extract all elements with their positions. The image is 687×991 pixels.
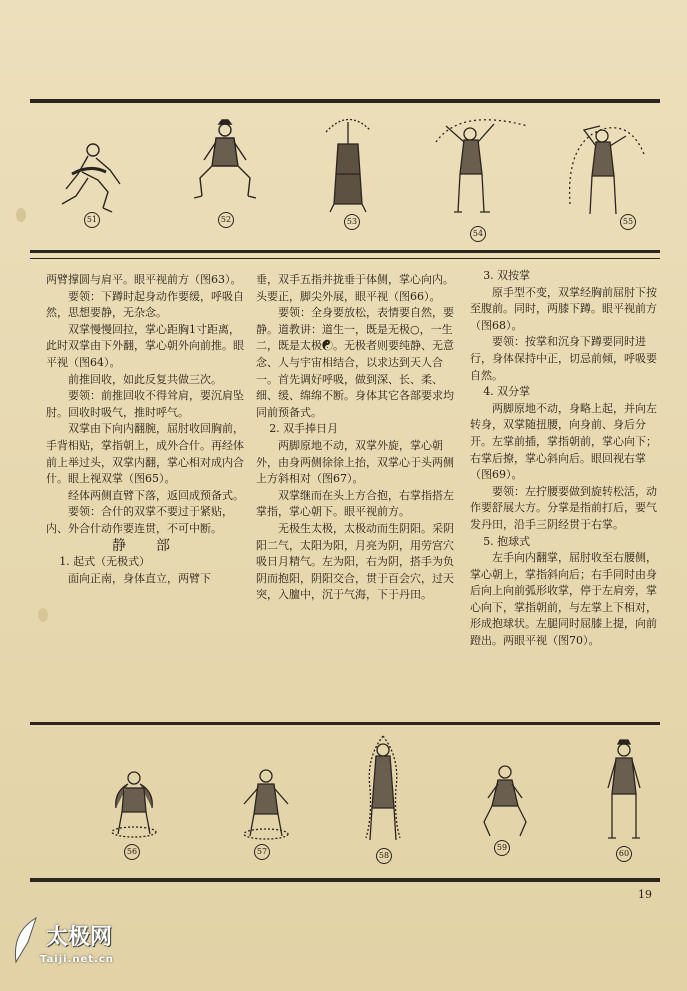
paragraph: 要领：按掌和沉身下蹲要同时进行，身体保持中正，切忌前倾，呼吸要自然。	[470, 335, 657, 382]
page-number: 19	[638, 888, 652, 901]
figure-number: 59	[494, 840, 510, 856]
figure-51	[48, 134, 138, 219]
figure-number: 58	[376, 848, 392, 864]
figure-54	[430, 112, 535, 222]
figure-number: 51	[84, 212, 100, 228]
paragraph: 双掌由下向内翻腕，屈肘收回胸前，手背相贴，掌指朝上，成外合什。再经体前上举过头，双掌内翻，掌心相对成内合什。眼上视双掌（图65）。	[46, 422, 244, 486]
paragraph: 无极生太极，太极动而生阴阳。采阴阳二气，太阳为阳，月亮为阴，用劳宫穴吸日月精气。左为阳，右为阴，搭手为负阴而抱阳，阴阳交合，贯于百会穴，过天突，入膻中，沉于气海，下于丹田。	[256, 521, 454, 602]
figure-58	[346, 728, 420, 850]
paragraph: 两臂撑圆与肩平。眼平视前方（图63）。	[46, 273, 242, 286]
watermark-logo	[6, 912, 186, 982]
text-column-1	[46, 272, 244, 587]
figure-number: 57	[254, 844, 270, 860]
paragraph: 前推回收，如此反复共做三次。	[68, 372, 222, 386]
subheading: 1. 起式（无极式）	[59, 555, 151, 569]
paragraph: 垂，双手五指并拢垂于体侧，掌心向内。头要正，脚尖外展，眼平视（图66）。	[256, 273, 454, 303]
paragraph: 双掌慢慢回拉，掌心距胸1寸距离，此时双掌由下外翻，掌心朝外向前推。眼平视（图64）。	[46, 322, 244, 369]
paragraph: 两脚原地不动，双掌外旋，掌心朝外，由身两侧徐徐上抬，双掌心于头两侧上方斜相对（图67）。	[256, 438, 454, 486]
figure-52	[190, 116, 260, 211]
figure-59	[474, 758, 536, 843]
paragraph: 要领：合什的双掌不要过于紧贴，内、外合什动作要连贯，不可中断。	[46, 505, 233, 535]
figure-57	[226, 762, 306, 844]
paper-hole	[16, 208, 26, 222]
bottom-strip-top-rule	[30, 722, 660, 725]
figure-number: 55	[620, 214, 636, 230]
paper-hole	[38, 608, 48, 622]
figure-number: 56	[124, 844, 140, 860]
figure-60	[598, 738, 650, 850]
paragraph: 要领：前推回收不得耸肩，要沉肩坠肘。回收时吸气，推时呼气。	[46, 389, 244, 419]
bottom-strip-bottom-rule	[30, 878, 660, 882]
figure-number: 53	[344, 214, 360, 230]
paragraph: 两脚原地不动，身略上起，并向左转身，双掌随扭腰，向身前、身后分开。左掌前插，掌指朝前，掌心向下；右掌后撩，掌心斜向后。眼回视右掌（图69）。	[470, 401, 657, 482]
section-heading: 静 部	[112, 537, 178, 554]
figure-53	[318, 114, 378, 219]
paragraph: 经体两侧直臂下落，返回成预备式。	[68, 488, 244, 502]
watermark-url: Taiji.net.cn	[40, 954, 114, 965]
text-column-2	[256, 272, 460, 604]
paragraph: 要领：下蹲时起身动作要缓，呼吸自然，思想要静，无杂念。	[46, 289, 244, 320]
subheading: 2. 双手捧日月	[269, 422, 339, 436]
paragraph: 原手型不变，双掌经胸前屈肘下按至腹前。同时，两膝下蹲。眼平视前方（图68）。	[470, 285, 657, 332]
text-column-3	[470, 268, 658, 650]
figure-number: 52	[218, 212, 234, 228]
subheading: 3. 双按掌	[483, 269, 531, 282]
top-strip-bottom-rule	[30, 250, 660, 253]
watermark-text: 太极网	[46, 925, 113, 950]
bottom-figure-strip	[30, 728, 660, 876]
top-figure-strip	[30, 108, 660, 248]
paragraph: 面向正南，身体直立，两臂下	[68, 571, 211, 585]
subheading: 5. 抱球式	[483, 534, 531, 548]
paragraph: 要领：左拧腰要做到旋转松活，动作要舒展大方。分掌是指前打后，要气发丹田，沿手三阴经贯于右掌。	[470, 484, 657, 531]
figure-56	[94, 762, 174, 842]
paragraph: 双掌继而在头上方合抱，右掌指搭左掌指，掌心朝下。眼平视前方。	[256, 488, 454, 519]
figure-number: 60	[616, 846, 632, 862]
top-strip-bottom-rule-thin	[30, 258, 660, 259]
figure-55	[560, 114, 650, 224]
paragraph: 要领：全身要放松，表情要自然，要静。道教讲：道生一，既是无极○，一生二，既是太极☯。无极者则要纯静、无意念、人与宇宙相结合，以求达到天人合一。首先调好呼吸，做到深、长、柔、细、缓、绵绵不断。身体其它各部要求均同前预备式。	[256, 306, 454, 419]
top-rule	[30, 99, 660, 103]
figure-number: 54	[470, 226, 486, 242]
subheading: 4. 双分掌	[483, 385, 531, 399]
paragraph: 左手向内翻掌，屈肘收至右腰侧，掌心朝上，掌指斜向后；右手同时由身后向上向前弧形收掌，停于左肩旁，掌心向下，掌指朝前，与左掌上下相对，形成抱球状。左腿同时屈膝上提，向前蹬出。两眼平视（图70）。	[470, 551, 657, 648]
